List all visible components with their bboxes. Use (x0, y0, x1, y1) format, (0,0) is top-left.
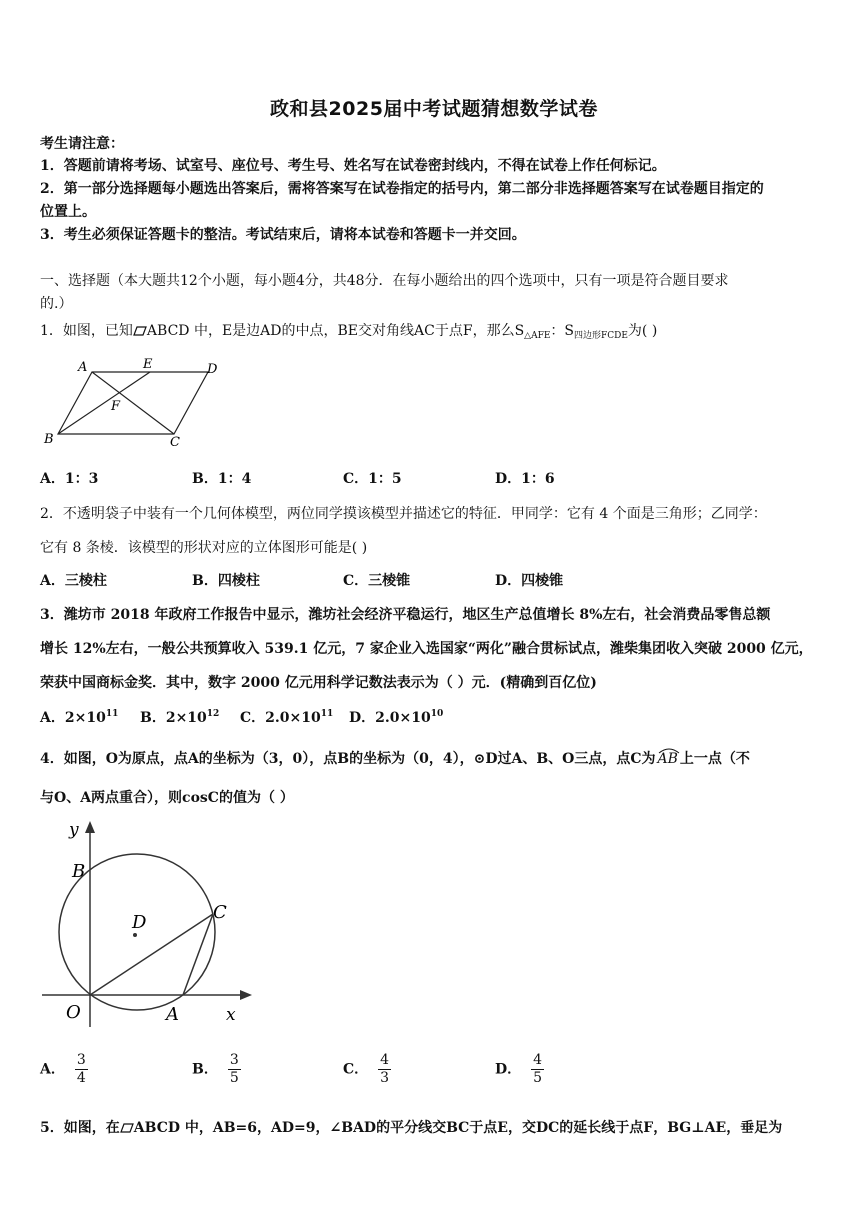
parallelogram-icon (120, 1123, 134, 1133)
q4-option-d[interactable]: D． $\frac{4}{5}$ (495, 1052, 543, 1086)
q4-option-a[interactable]: A． $\frac{3}{4}$ (40, 1052, 86, 1086)
arc-ab: AB (658, 751, 678, 767)
arc-icon (658, 746, 680, 754)
q3-option-b[interactable]: B．$2\times 10^{12}$ (140, 709, 220, 726)
notice-item-1: 1．答题前请将考场、试室号、座位号、考生号、姓名写在试卷密封线内，不得在试卷上作任何标记。 (40, 158, 666, 174)
q1-option-a[interactable]: A．1：3 (40, 471, 99, 487)
question-2-text: 2．不透明袋子中装有一个几何体模型，两位同学摸该模型并描述它的特征．甲同学：它有 4 个面是三角形；乙同学： (40, 506, 767, 522)
label-b: B (72, 861, 86, 882)
label-d: D (132, 912, 147, 933)
label-a: A (78, 360, 88, 375)
notice-item-2-cont: 位置上。 (40, 204, 96, 220)
notice-heading: 考生请注意： (40, 136, 124, 152)
notice-item-3: 3．考生必须保证答题卡的整洁。考试结束后，请将本试卷和答题卡一并交回。 (40, 227, 526, 243)
q3-option-c[interactable]: C．$2.0\times 10^{11}$ (240, 709, 334, 726)
question-4-figure (40, 815, 270, 1035)
q1-option-b[interactable]: B．1：4 (192, 471, 252, 487)
question-3-text-cont: 增长 12%左右，一般公共预算收入 539.1 亿元，7 家企业入选国家“两化”融合贯标试点，潍柴集团收入突破 2000 亿元， (40, 641, 813, 657)
label-e: E (143, 357, 153, 372)
question-4-text: 4．如图，O为原点，点A的坐标为（3，0），点B的坐标为（0，4），⊙D过A、B、O三点，点C为 AB 上一点（不 (40, 748, 750, 768)
parallelogram-icon (133, 326, 147, 336)
page-title: 政和县2025届中考试题猜想数学试卷 (270, 98, 598, 120)
label-b: B (44, 432, 54, 447)
question-3-text: 3．潍坊市 2018 年政府工作报告中显示，潍坊社会经济平稳运行，地区生产总值增长 8%左右，社会消费品零售总额 (40, 607, 771, 623)
label-f: F (111, 399, 121, 414)
segment-oc (90, 914, 213, 995)
q3-option-a[interactable]: A．$2\times 10^{11}$ (40, 709, 119, 726)
center-point-d (133, 933, 137, 937)
notice-item-2: 2．第一部分选择题每小题选出答案后，需将答案写在试卷指定的括号内，第二部分非选择题答案写在试卷题目指定的 (40, 181, 764, 197)
label-o: O (66, 1002, 81, 1023)
y-axis-arrow (85, 821, 95, 833)
fraction: $\frac{4}{3}$ (380, 1052, 390, 1086)
question-5-text: 5．如图，在 ABCD 中，AB=6，AD=9，∠BAD的平分线交BC于点E，交DC的延长线于点F，BG⊥AE，垂足为 (40, 1120, 783, 1136)
q2-option-a[interactable]: A．三棱柱 (40, 573, 107, 589)
q1-option-c[interactable]: C．1：5 (343, 471, 402, 487)
question-1-text: 1．如图，已知 ABCD 中，E是边AD的中点，BE交对角线AC于点F，那么$S_{\triangle AFE}$：$S_{四边形FCDE}$为( ) (40, 323, 658, 341)
fraction: $\frac{3}{5}$ (229, 1052, 239, 1086)
label-c: C (170, 435, 180, 450)
q1-option-d[interactable]: D．1：6 (495, 471, 555, 487)
question-3-text-cont-2: 荣获中国商标金奖．其中，数字 2000 亿元用科学记数法表示为（ ）元．(精确到百亿位) (40, 675, 597, 691)
question-2-text-cont: 它有 8 条棱．该模型的形状对应的立体图形可能是( ) (40, 540, 368, 556)
section-heading: 一、选择题（本大题共12个小题，每小题4分，共48分．在每小题给出的四个选项中，只有一项是符合题目要求 (40, 273, 729, 289)
label-d: D (207, 362, 218, 377)
q2-option-c[interactable]: C．三棱锥 (343, 573, 411, 589)
label-y: y (69, 820, 79, 840)
segment-ac (183, 914, 213, 995)
q3-option-d[interactable]: D．$2.0\times 10^{10}$ (349, 709, 444, 726)
q2-option-d[interactable]: D．四棱锥 (495, 573, 564, 589)
question-4-text-cont: 与O、A两点重合），则cosC的值为（ ） (40, 790, 294, 806)
question-1-figure (40, 355, 230, 450)
label-c: C (213, 902, 227, 923)
q4-option-c[interactable]: C． $\frac{4}{3}$ (343, 1052, 390, 1086)
q2-option-b[interactable]: B．四棱柱 (192, 573, 260, 589)
fraction: $\frac{3}{4}$ (76, 1052, 86, 1086)
label-x: x (226, 1005, 236, 1025)
q4-option-b[interactable]: B． $\frac{3}{5}$ (192, 1052, 239, 1086)
x-axis-arrow (240, 990, 252, 1000)
fraction: $\frac{4}{5}$ (533, 1052, 543, 1086)
label-a: A (166, 1004, 179, 1025)
section-heading-cont: 的.） (40, 296, 73, 312)
